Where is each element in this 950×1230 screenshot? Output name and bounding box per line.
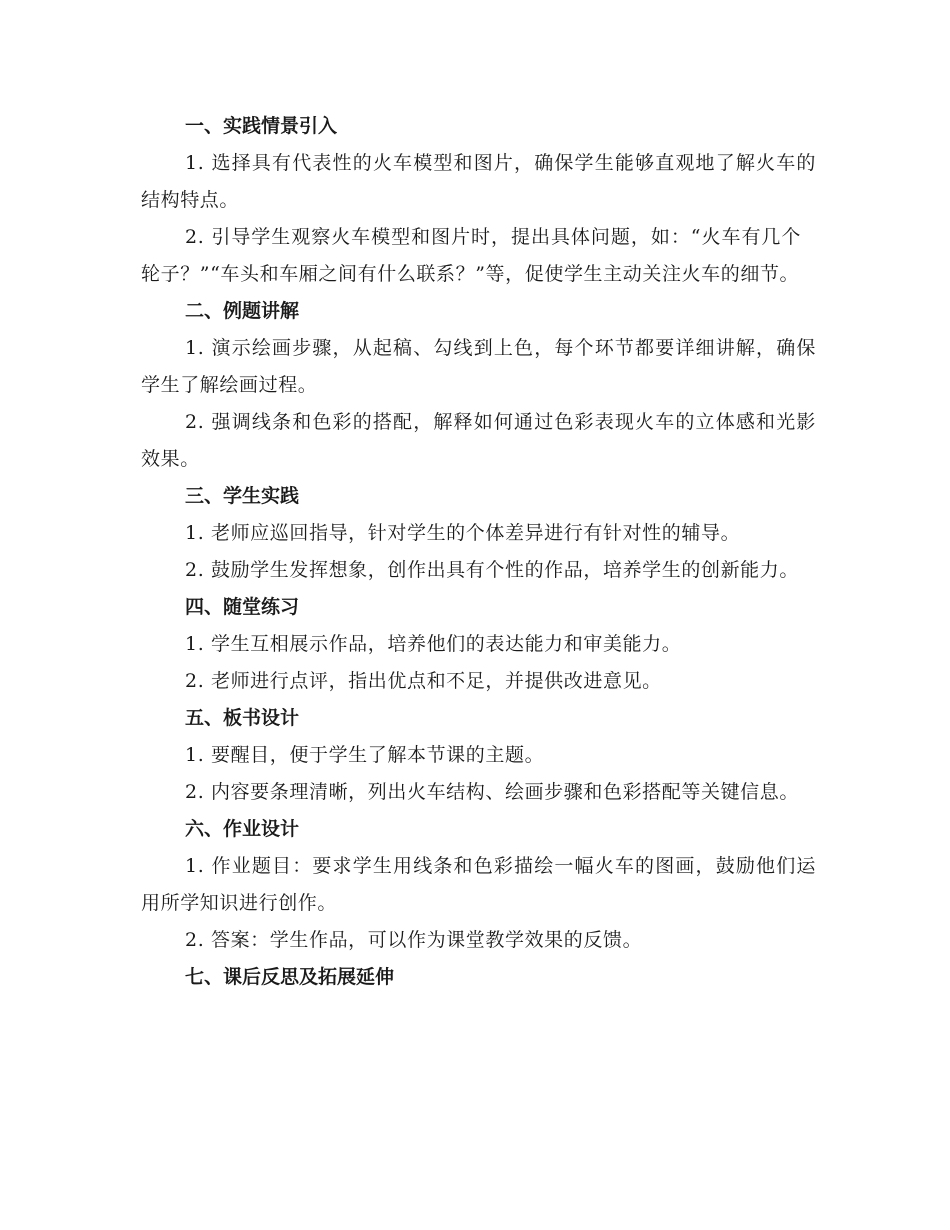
section-3-item-1: 1. 老师应巡回指导，针对学生的个体差异进行有针对性的辅导。 xyxy=(185,522,741,544)
section-heading-1: 一、实践情景引入 xyxy=(185,115,338,137)
section-4-item-1: 1. 学生互相展示作品，培养他们的表达能力和审美能力。 xyxy=(185,633,682,655)
section-2-item-1: 1. 演示绘画步骤，从起稿、勾线到上色，每个环节都要详细讲解，确保学生了解绘画过程。 xyxy=(141,337,816,396)
section-5-item-1: 1. 要醒目，便于学生了解本节课的主题。 xyxy=(185,744,545,766)
section-heading-5: 五、板书设计 xyxy=(185,707,300,729)
section-heading-7: 七、课后反思及拓展延伸 xyxy=(185,966,395,988)
section-3-item-2: 2. 鼓励学生发挥想象，创作出具有个性的作品，培养学生的创新能力。 xyxy=(185,559,799,581)
section-1-item-1: 1. 选择具有代表性的火车模型和图片，确保学生能够直观地了解火车的结构特点。 xyxy=(141,152,816,211)
section-heading-4: 四、随堂练习 xyxy=(185,596,300,618)
section-heading-6: 六、作业设计 xyxy=(185,818,300,840)
section-5-item-2: 2. 内容要条理清晰，列出火车结构、绘画步骤和色彩搭配等关键信息。 xyxy=(185,781,799,803)
section-4-item-2: 2. 老师进行点评，指出优点和不足，并提供改进意见。 xyxy=(185,670,662,692)
document-body xyxy=(141,108,816,996)
section-6-item-2: 2. 答案：学生作品，可以作为课堂教学效果的反馈。 xyxy=(185,929,643,951)
section-1-item-2: 2. 引导学生观察火车模型和图片时，提出具体问题，如：“火车有几个轮子？”“车头和车厢之间有什么联系？”等，促使学生主动关注火车的细节。 xyxy=(141,226,801,285)
section-heading-2: 二、例题讲解 xyxy=(185,300,300,322)
section-2-item-2: 2. 强调线条和色彩的搭配，解释如何通过色彩表现火车的立体感和光影效果。 xyxy=(141,411,816,470)
section-6-item-1: 1. 作业题目：要求学生用线条和色彩描绘一幅火车的图画，鼓励他们运用所学知识进行创作。 xyxy=(141,855,816,914)
section-heading-3: 三、学生实践 xyxy=(185,485,300,507)
